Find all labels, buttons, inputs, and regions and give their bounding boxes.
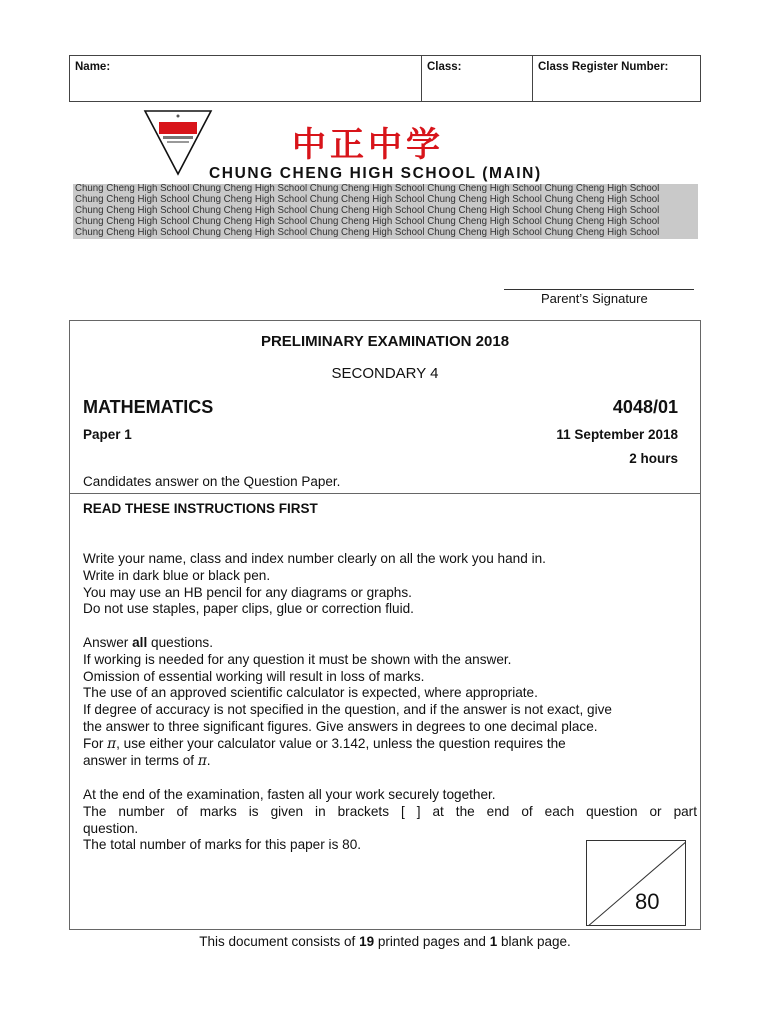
instruction-line: At the end of the examination, fasten all your work securely together. bbox=[83, 787, 496, 802]
instruction-line: The total number of marks for this paper is 80. bbox=[83, 837, 362, 853]
watermark-line: Chung Cheng High School Chung Cheng High School Chung Cheng High School Chung Cheng High School Chung Cheng High School bbox=[75, 193, 660, 205]
instruction-line: Do not use staples, paper clips, glue or correction fluid. bbox=[83, 601, 414, 617]
instruction-line bbox=[83, 753, 697, 770]
candidate-info-table bbox=[69, 55, 701, 102]
footer-text: blank page. bbox=[497, 934, 571, 949]
instruction-line: If working is needed for any question it must be shown with the answer. bbox=[83, 651, 512, 667]
instruction-line: Write in dark blue or black pen. bbox=[83, 567, 271, 583]
register-number-field[interactable] bbox=[533, 56, 700, 101]
instruction-line: the answer to three significant figures. Give answers in degrees to one decimal place. bbox=[83, 718, 598, 734]
instruction-line bbox=[83, 736, 697, 753]
exam-title: PRELIMINARY EXAMINATION 2018 bbox=[260, 333, 510, 350]
pi-symbol: π bbox=[197, 752, 207, 769]
instruction-line: Write your name, class and index number clearly on all the work you hand in. bbox=[83, 551, 546, 566]
signature-label: Parent’s Signature bbox=[541, 291, 648, 306]
instructions-paragraph bbox=[83, 635, 697, 769]
instruction-text: , use either your calculator value or 3.142, unless the question requires the bbox=[116, 735, 566, 751]
footer-text: printed pages and bbox=[374, 934, 490, 949]
watermark-line: Chung Cheng High School Chung Cheng High School Chung Cheng High School Chung Cheng High School Chung Cheng High School bbox=[75, 215, 660, 227]
instruction-line: Omission of essential working will result in loss of marks. bbox=[83, 668, 425, 684]
class-field[interactable] bbox=[422, 56, 533, 101]
exam-level: SECONDARY 4 bbox=[331, 365, 439, 382]
instruction-text: questions. bbox=[147, 635, 213, 650]
page-count-footer bbox=[0, 934, 770, 949]
school-chinese-name: 中正中学 bbox=[292, 125, 444, 165]
instruction-text: . bbox=[206, 752, 211, 768]
blank-page-count: 1 bbox=[489, 934, 498, 949]
instruction-line: The number of marks is given in brackets [ ] at the end of each question or part bbox=[83, 803, 697, 819]
answer-note: Candidates answer on the Question Paper. bbox=[83, 474, 341, 489]
instruction-line bbox=[83, 635, 697, 652]
instructions-paragraph bbox=[83, 551, 697, 618]
paper-number: Paper 1 bbox=[83, 427, 132, 442]
school-name-watermark bbox=[73, 184, 698, 239]
instruction-text: answer in terms of bbox=[83, 752, 198, 768]
signature-line[interactable] bbox=[504, 289, 694, 290]
divider bbox=[69, 493, 701, 494]
instruction-line: question. bbox=[83, 820, 139, 836]
exam-duration: 2 hours bbox=[629, 451, 678, 466]
instruction-line: You may use an HB pencil for any diagrams or graphs. bbox=[83, 584, 412, 600]
watermark-line: Chung Cheng High School Chung Cheng High School Chung Cheng High School Chung Cheng High School Chung Cheng High School bbox=[75, 184, 660, 194]
watermark-line: Chung Cheng High School Chung Cheng High School Chung Cheng High School Chung Cheng High School Chung Cheng High School bbox=[75, 204, 660, 216]
exam-date: 11 September 2018 bbox=[556, 427, 678, 442]
pi-symbol: π bbox=[107, 735, 117, 752]
instruction-text: For bbox=[83, 735, 108, 751]
school-crest-icon bbox=[143, 108, 213, 176]
name-field[interactable] bbox=[70, 56, 422, 101]
instruction-text: Answer bbox=[83, 635, 133, 650]
total-marks-value: 80 bbox=[635, 889, 660, 914]
register-number-label: Class Register Number: bbox=[538, 61, 669, 73]
printed-page-count: 19 bbox=[359, 934, 375, 949]
paper-code: 4048/01 bbox=[612, 397, 678, 417]
instruction-line: The use of an approved scientific calculator is expected, where appropriate. bbox=[83, 685, 538, 701]
school-english-name: CHUNG CHENG HIGH SCHOOL (MAIN) bbox=[209, 165, 542, 182]
watermark-line: Chung Cheng High School Chung Cheng High School Chung Cheng High School Chung Cheng High School Chung Cheng High School bbox=[75, 226, 660, 238]
footer-text: This document consists of bbox=[199, 934, 360, 949]
name-label: Name: bbox=[75, 61, 111, 73]
subject-title: MATHEMATICS bbox=[83, 397, 214, 417]
instruction-emphasis: all bbox=[132, 635, 148, 650]
instructions-heading: READ THESE INSTRUCTIONS FIRST bbox=[83, 501, 318, 516]
class-label: Class: bbox=[427, 61, 462, 73]
instruction-line: If degree of accuracy is not specified in the question, and if the answer is not exact, give bbox=[83, 702, 612, 718]
